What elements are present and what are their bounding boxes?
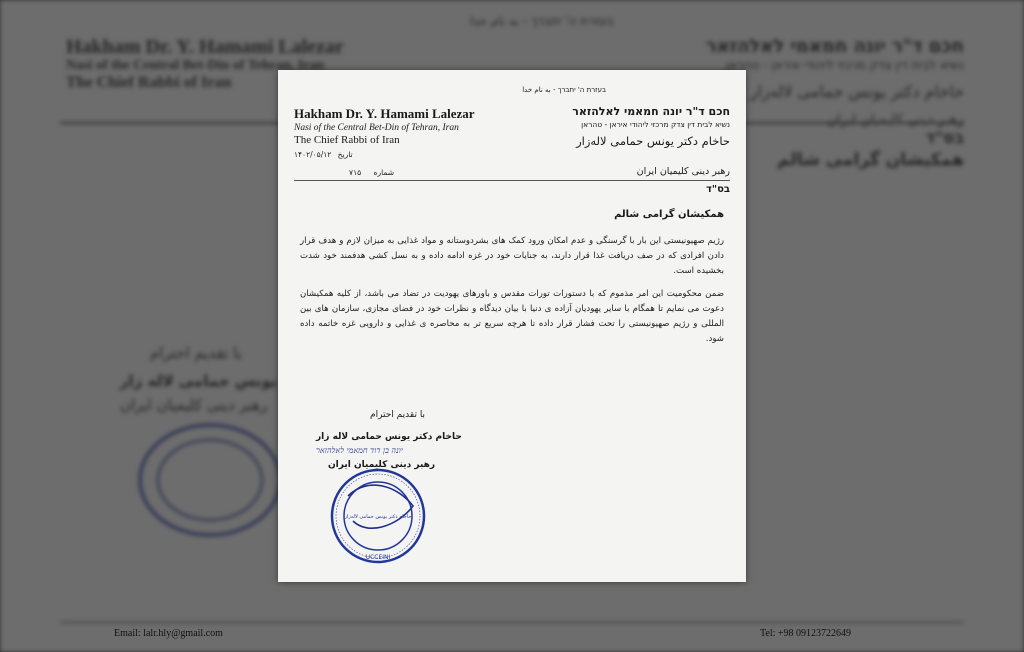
letterhead-hebrew-title: נשיא לבית דין צדק מרכזי ליהודי איראן - טהראן: [581, 120, 730, 129]
stamp-center-text: حاخام دکتر یونس حمامی لاله‌زار: [344, 514, 412, 520]
header-divider: [294, 180, 730, 181]
letter-closing: با تقدیم احترام: [370, 410, 426, 420]
footer-email: Email: lalr.hly@gmail.com: [114, 628, 223, 639]
number-label: شماره: [373, 168, 394, 177]
letter-paragraph: ضمن محکومیت این امر مذموم که با دستورات تورات مقدس و باورهای یهودیت در تضاد می باشد، از کلیه همکیشان دعوت می نمایم تا همگام با سایر یهودیان آزاده ی دنیا با بیان دیدگاه و نظرات خود در فضای مجازی، سازمان های بین المللی و رژیم صهیونیستی را تحت فشار قرار داده تا هرچه سریع تر به محاصره ی غذایی و دارویی غزه خاتمه داده شود.: [300, 289, 724, 344]
letter-body: [300, 234, 724, 355]
letter-paragraph: رژیم صهیونیستی این بار با گرسنگی و عدم امکان ورود کمک های بشردوستانه و مواد غذایی به میزان لازم و هدف قرار دادن افرادی که در صف دریافت غذا قرار دارند، به جنایات خود در غزه ادامه داده و به نسل کشی هدفمند خود شدت بخشیده است.: [300, 236, 724, 276]
bsd-mark: בס"ד: [706, 184, 730, 195]
letterhead-persian-title: رهبر دینی کلیمیان ایران: [636, 166, 730, 177]
letterhead-hebrew-name: חכם ד"ר יונה חמאמי לאלהזאר: [572, 105, 730, 118]
footer-tel: Tel: +98 09123722649: [760, 628, 852, 639]
date-row: [294, 150, 353, 159]
signer-role: رهبر دینی کلیمیان ایران: [328, 460, 436, 470]
date-value: ۱۴۰۲/۰۵/۱۲: [294, 150, 332, 159]
signature-handwritten: יונה בן דוד חמאמי לאלהזאר: [316, 446, 403, 455]
letterhead-english-role: The Chief Rabbi of Iran: [294, 134, 400, 146]
date-label: تاریخ: [337, 150, 353, 159]
letter-blessing: בעזרת ה' יתברך - به نام خدا: [522, 86, 606, 94]
letterhead-persian-name: حاخام دکتر یونس حمامی لاله‌زار: [576, 134, 730, 148]
signer-name: حاخام دکتر یونس حمامی لاله زار: [316, 432, 462, 442]
letterhead-english-name: Hakham Dr. Y. Hamami Lalezar: [294, 106, 475, 121]
letter-paper: [278, 70, 746, 582]
signature-scribble: [348, 485, 413, 528]
number-value: ۷۱۵: [349, 168, 362, 177]
letter-greeting: همکیشان گرامی شالم: [614, 209, 724, 220]
letterhead-english-title: Nasi of the Central Bet-Din of Tehran, Iran: [294, 123, 459, 133]
official-stamp-icon: [328, 466, 428, 566]
number-row: [294, 168, 394, 177]
stamp-ring-text: UCCEINI: [365, 554, 391, 561]
